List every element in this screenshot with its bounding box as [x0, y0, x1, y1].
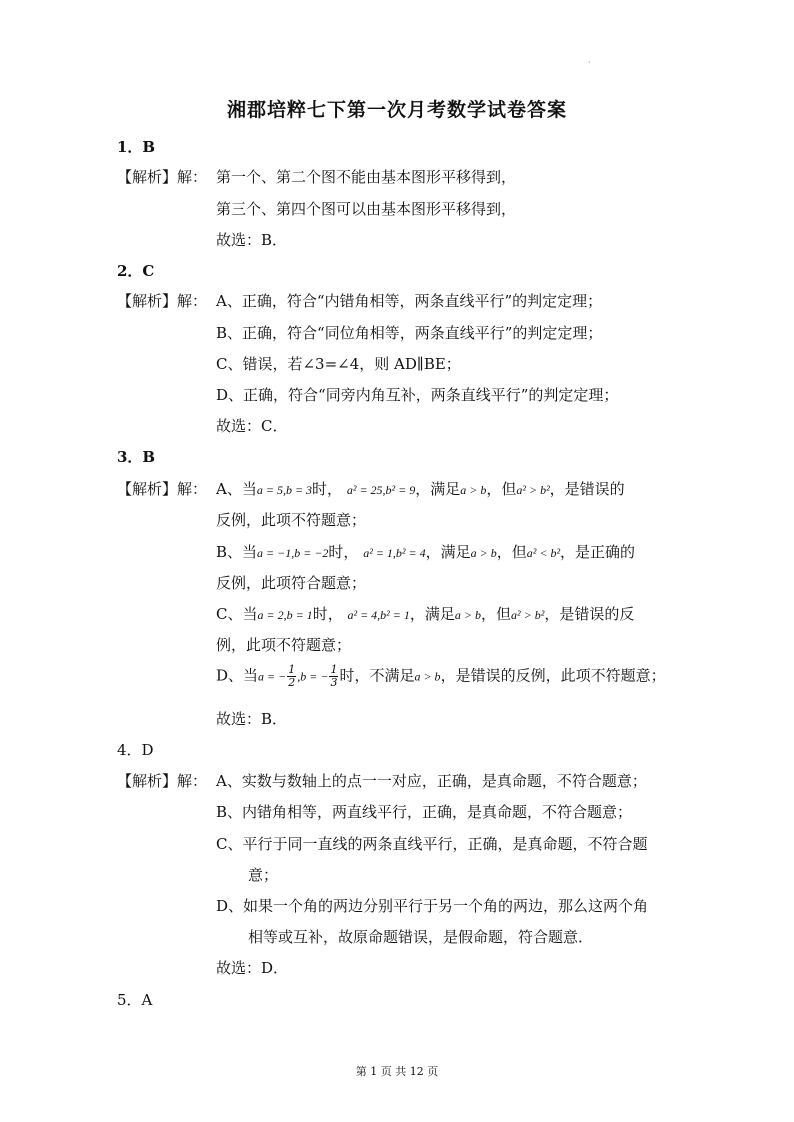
q4-line-d-cont: 相等或互补，故原命题错误，是假命题，符合题意． — [248, 928, 594, 946]
q1-line-1: 第一个、第二个图不能由基本图形平移得到， — [216, 168, 517, 186]
q3-d-text-2: ，是错误的反例，此项不符题意； — [440, 666, 666, 685]
q2-line-d: D、正确，符合“同旁内角互补，两条直线平行”的判定定理； — [216, 386, 619, 404]
q4-analysis-label: 【解析】解： — [117, 772, 208, 790]
q3-heading: 3．B — [117, 448, 156, 466]
page-footer: 第 1 页 共 12 页 — [355, 1065, 439, 1078]
corner-mark: · — [588, 58, 591, 67]
q3-d-prefix: D、当 — [216, 666, 259, 685]
q3-c-math-2: a² = 4,b² = 1 — [347, 608, 410, 622]
q3-d-fraction-1 — [287, 664, 296, 689]
q3-b-text-1: 时， — [328, 543, 359, 561]
q1-heading: 1．B — [117, 138, 156, 156]
q3-d-math-b: ,b = − — [297, 669, 329, 684]
q1-line-3: 故选：B． — [216, 231, 288, 249]
q4-line-c-cont: 意； — [248, 866, 279, 884]
q3-line-c — [216, 603, 634, 624]
q3-c-math-3: a > b — [454, 608, 481, 622]
q4-line-c: C、平行于同一直线的两条直线平行，正确，是真命题，不符合题 — [216, 835, 648, 853]
q2-analysis-label: 【解析】解： — [117, 292, 208, 310]
q5-heading: 5．A — [117, 991, 153, 1009]
q3-d-text-1: 时，不满足 — [339, 666, 415, 685]
q2-line-b: B、正确，符合“同位角相等，两条直线平行”的判定定理； — [216, 324, 603, 342]
q3-b-text-3: ，但 — [496, 543, 527, 561]
q1-analysis-label: 【解析】解： — [117, 168, 208, 186]
q3-a-text-4: ，是错误的 — [549, 480, 625, 498]
q3-b-math-4: a² < b² — [526, 546, 561, 560]
q3-c-text-4: ，是错误的反 — [544, 605, 635, 623]
q3-d-frac1-num: 1 — [288, 663, 296, 676]
q3-line-a — [216, 478, 625, 499]
q3-a-math-2: a² = 25,b² = 9 — [346, 483, 416, 497]
q1-line-2: 第三个、第四个图可以由基本图形平移得到， — [216, 200, 517, 218]
q3-d-frac1-den: 2 — [288, 676, 296, 689]
q3-b-math-2: a² = 1,b² = 4 — [363, 546, 426, 560]
q3-a-text-3: ，但 — [486, 480, 517, 498]
q2-line-end: 故选：C． — [216, 417, 288, 435]
q4-heading: 4．D — [117, 741, 154, 759]
q2-line-a: A、正确，符合“内错角相等，两条直线平行”的判定定理； — [216, 292, 603, 310]
q3-line-a-cont: 反例，此项不符题意； — [216, 511, 367, 529]
q3-c-prefix: C、当 — [216, 605, 258, 623]
q3-d-frac2-den: 3 — [330, 676, 338, 689]
q3-a-text-2: ，满足 — [415, 480, 461, 498]
q4-line-end: 故选：D． — [216, 959, 289, 977]
q3-a-math-4: a² > b² — [516, 483, 550, 497]
q3-a-math-1: a = 5,b = 3 — [256, 483, 313, 497]
page-title: 湘郡培粹七下第一次月考数学试卷答案 — [226, 99, 567, 121]
q3-a-text-1: 时， — [312, 480, 343, 498]
q3-a-prefix: A、当 — [216, 480, 257, 498]
q3-c-math-1: a = 2,b = 1 — [257, 608, 313, 622]
q4-line-a: A、实数与数轴上的点一一对应，正确，是真命题，不符合题意； — [216, 772, 647, 790]
q3-line-b — [216, 541, 635, 562]
q3-d-math-a: a = − — [258, 669, 287, 684]
q3-d-fraction-2 — [329, 664, 338, 689]
q3-b-math-3: a > b — [470, 546, 497, 560]
q3-c-math-4: a² > b² — [511, 608, 545, 622]
q2-line-c: C、错误，若∠3=∠4，则 AD∥BE； — [216, 355, 461, 373]
q4-line-d: D、如果一个角的两边分别平行于另一个角的两边，那么这两个角 — [216, 897, 649, 915]
q3-b-prefix: B、当 — [216, 543, 258, 561]
q3-c-text-3: ，但 — [481, 605, 512, 623]
q3-analysis-label: 【解析】解： — [117, 480, 208, 498]
q3-c-text-1: 时， — [312, 605, 343, 623]
q3-line-end: 故选：B． — [216, 710, 288, 728]
q3-line-c-cont: 例，此项不符题意； — [216, 636, 352, 654]
q3-c-text-2: ，满足 — [409, 605, 455, 623]
q3-d-math-3: a > b — [414, 669, 441, 684]
q4-line-b: B、内错角相等，两直线平行，正确，是真命题，不符合题意； — [216, 803, 633, 821]
q3-b-text-4: ，是正确的 — [560, 543, 636, 561]
q3-line-d — [216, 664, 666, 689]
q3-a-math-3: a > b — [460, 483, 487, 497]
q3-b-text-2: ，满足 — [425, 543, 471, 561]
q3-b-math-1: a = −1,b = −2 — [257, 546, 329, 560]
q3-d-frac2-num: 1 — [330, 663, 338, 676]
q2-heading: 2．C — [117, 262, 155, 280]
q3-line-b-cont: 反例，此项符合题意； — [216, 574, 367, 592]
